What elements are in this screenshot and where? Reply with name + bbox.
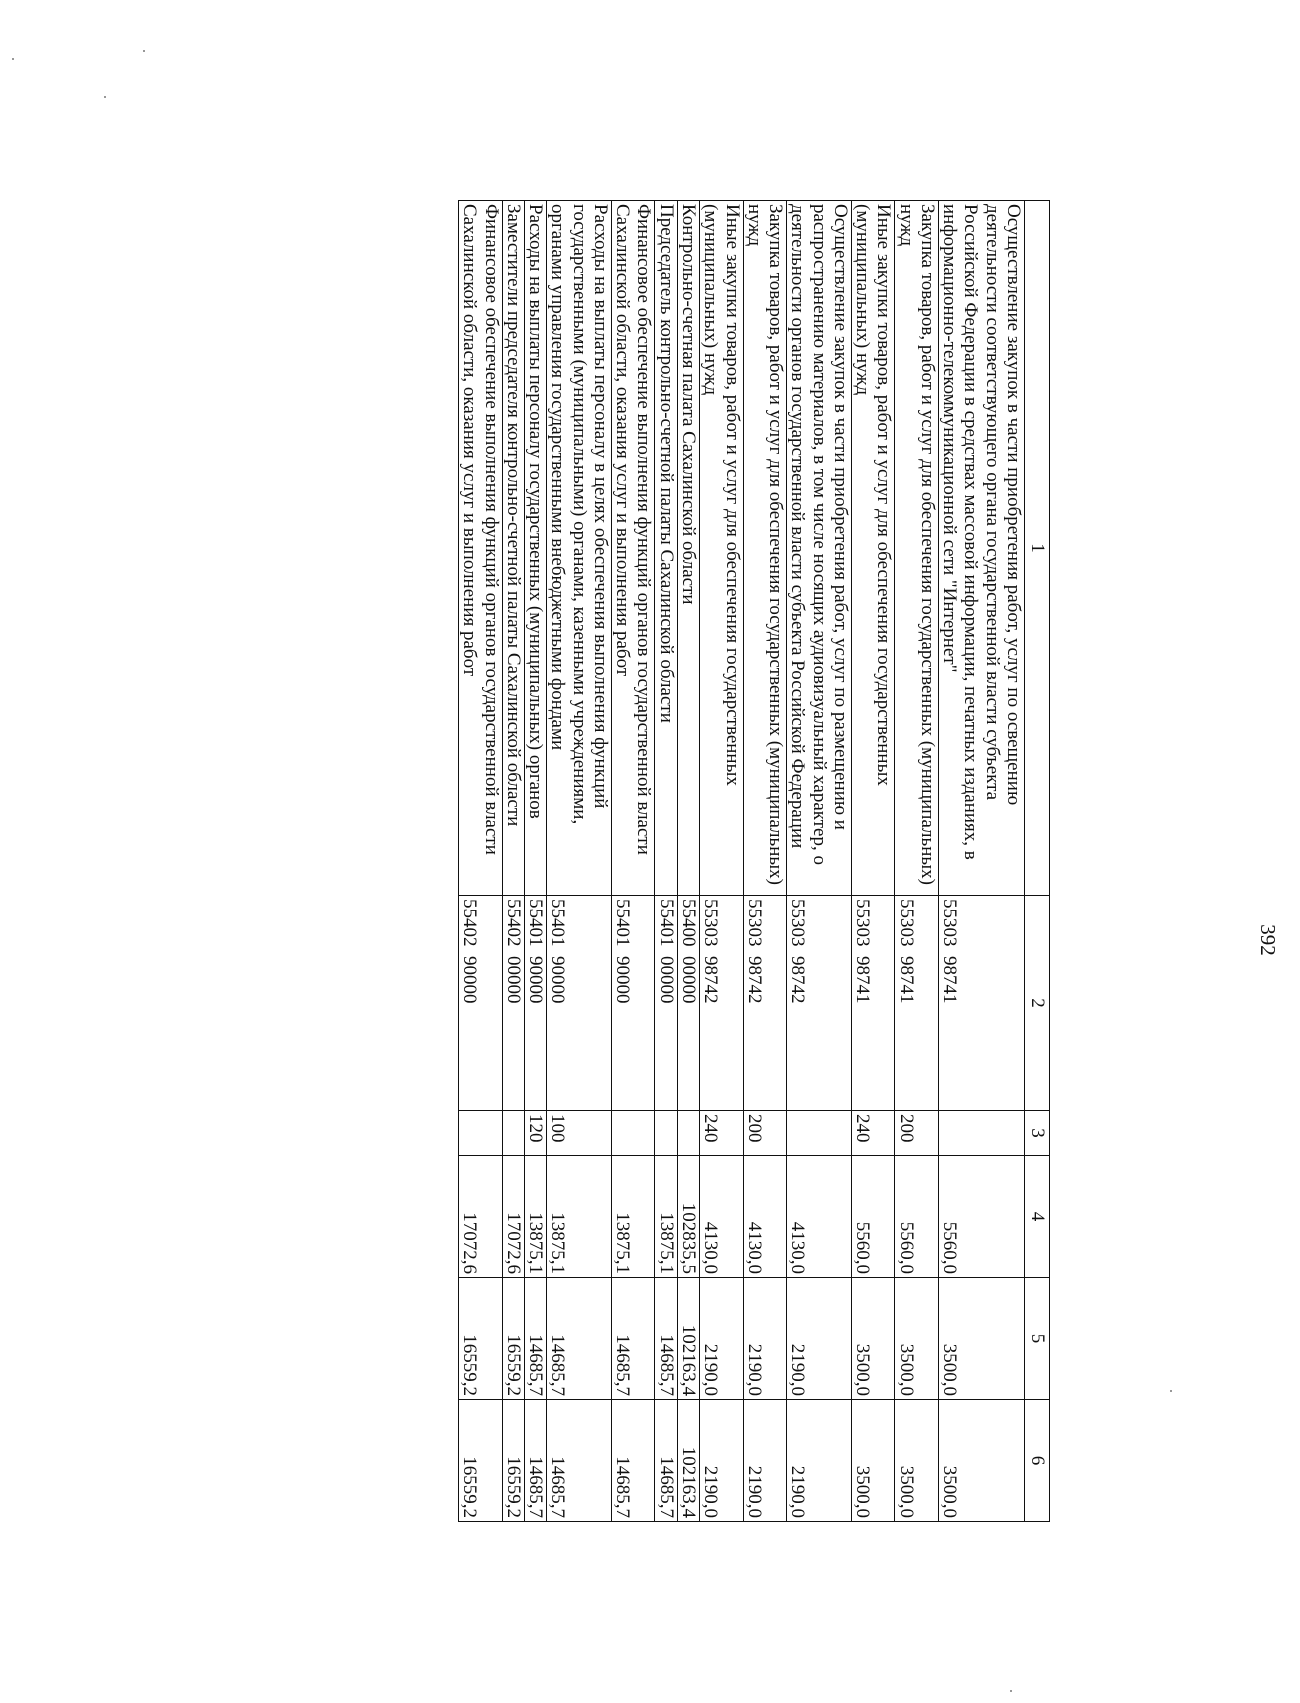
column-header-3: 3 (1025, 1111, 1050, 1156)
row-value-col6: 3500,0 (851, 1400, 895, 1522)
table-header-row (1025, 201, 1050, 1522)
row-value-col4: 5560,0 (851, 1156, 895, 1278)
row-value-col4: 102835,5 (677, 1156, 699, 1278)
row-value-col5: 14685,7 (655, 1278, 677, 1400)
table-row (938, 201, 1024, 1522)
row-name: Финансовое обеспечение выполнения функций органов государственной власти Сахалинской области, оказания услуг и выполнения работ (611, 201, 655, 896)
table-row (611, 201, 655, 1522)
row-value-col5: 14685,7 (547, 1278, 612, 1400)
row-value-col4: 13875,1 (655, 1156, 677, 1278)
scan-speck (1010, 1690, 1012, 1692)
row-value-col4: 4130,0 (743, 1156, 787, 1278)
row-expense-type (677, 1111, 699, 1156)
row-value-col6: 2190,0 (743, 1400, 787, 1522)
row-expense-type: 120 (524, 1111, 546, 1156)
row-value-col6: 3500,0 (895, 1400, 939, 1522)
row-code: 55303 98742 (787, 896, 852, 1111)
table-row (700, 201, 744, 1522)
row-code: 55303 98741 (938, 896, 1024, 1111)
row-value-col6: 102163,4 (677, 1400, 699, 1522)
row-code: 55303 98741 (895, 896, 939, 1111)
row-expense-type (502, 1111, 524, 1156)
row-value-col6: 14685,7 (547, 1400, 612, 1522)
column-header-6: 6 (1025, 1400, 1050, 1522)
row-value-col6: 16559,2 (502, 1400, 524, 1522)
row-value-col5: 3500,0 (895, 1278, 939, 1400)
row-name: Осуществление закупок в части приобретения работ, услуг по размещению и распространению материалов, в том числе носящих аудиовизуальный характер, о деятельности органов государственной власти субъекта Российской Федерации (787, 201, 852, 896)
row-code: 55401 90000 (524, 896, 546, 1111)
table-row (459, 201, 503, 1522)
table-row (547, 201, 612, 1522)
row-name: Заместители председателя контрольно-счетной палаты Сахалинской области (502, 201, 524, 896)
row-value-col4: 13875,1 (524, 1156, 546, 1278)
row-value-col4: 5560,0 (938, 1156, 1024, 1278)
row-name: Председатель контрольно-счетной палаты Сахалинской области (655, 201, 677, 896)
row-value-col6: 14685,7 (611, 1400, 655, 1522)
row-value-col5: 16559,2 (502, 1278, 524, 1400)
row-value-col4: 5560,0 (895, 1156, 939, 1278)
budget-table (458, 200, 1050, 1522)
scan-speck (104, 96, 106, 98)
row-expense-type (655, 1111, 677, 1156)
row-value-col4: 13875,1 (547, 1156, 612, 1278)
row-expense-type: 200 (895, 1111, 939, 1156)
table-row (655, 201, 677, 1522)
table-row (787, 201, 852, 1522)
row-name: Осуществление закупок в части приобретения работ, услуг по освещению деятельности соответствующего органа государственной власти субъекта Российской Федерации в средствах массовой информации, печатных изданиях, в информационно-телекоммуникационной сети "Интернет" (938, 201, 1024, 896)
row-value-col6: 14685,7 (524, 1400, 546, 1522)
row-value-col5: 3500,0 (851, 1278, 895, 1400)
row-expense-type: 100 (547, 1111, 612, 1156)
row-value-col4: 13875,1 (611, 1156, 655, 1278)
row-expense-type: 240 (851, 1111, 895, 1156)
table-row (524, 201, 546, 1522)
row-code: 55401 00000 (655, 896, 677, 1111)
table-row (895, 201, 939, 1522)
row-value-col5: 2190,0 (787, 1278, 852, 1400)
scan-speck (12, 58, 14, 60)
row-name: Финансовое обеспечение выполнения функций органов государственной власти Сахалинской области, оказания услуг и выполнения работ (459, 201, 503, 896)
column-header-5: 5 (1025, 1278, 1050, 1400)
column-header-4: 4 (1025, 1156, 1050, 1278)
row-value-col5: 102163,4 (677, 1278, 699, 1400)
row-code: 55402 00000 (502, 896, 524, 1111)
table-row (851, 201, 895, 1522)
rotated-page-content (60, 0, 1300, 1518)
table-row (502, 201, 524, 1522)
row-expense-type (459, 1111, 503, 1156)
row-expense-type (938, 1111, 1024, 1156)
row-name: Иные закупки товаров, работ и услуг для обеспечения государственных (муниципальных) нужд (700, 201, 744, 896)
row-value-col6: 16559,2 (459, 1400, 503, 1522)
row-value-col5: 2190,0 (743, 1278, 787, 1400)
row-value-col4: 17072,6 (502, 1156, 524, 1278)
row-value-col6: 2190,0 (787, 1400, 852, 1522)
row-expense-type: 200 (743, 1111, 787, 1156)
scan-speck (143, 50, 145, 52)
column-header-1: 1 (1025, 201, 1050, 896)
row-value-col5: 14685,7 (524, 1278, 546, 1400)
row-name: Иные закупки товаров, работ и услуг для обеспечения государственных (муниципальных) нужд (851, 201, 895, 896)
row-name: Закупка товаров, работ и услуг для обеспечения государственных (муниципальных) нужд (895, 201, 939, 896)
row-value-col5: 3500,0 (938, 1278, 1024, 1400)
row-code: 55401 90000 (611, 896, 655, 1111)
row-code: 55303 98742 (743, 896, 787, 1111)
page-number: 392 (1256, 924, 1280, 956)
row-code: 55402 90000 (459, 896, 503, 1111)
row-expense-type (787, 1111, 852, 1156)
row-expense-type (611, 1111, 655, 1156)
row-code: 55400 00000 (677, 896, 699, 1111)
row-value-col6: 3500,0 (938, 1400, 1024, 1522)
row-name: Расходы на выплаты персоналу в целях обеспечения выполнения функций государственными (муниципальными) органами, казенными учреждениями, органами управления государственными внебюджетными фондами (547, 201, 612, 896)
row-value-col4: 4130,0 (787, 1156, 852, 1278)
row-name: Закупка товаров, работ и услуг для обеспечения государственных (муниципальных) нужд (743, 201, 787, 896)
row-name: Расходы на выплаты персоналу государственных (муниципальных) органов (524, 201, 546, 896)
row-code: 55401 90000 (547, 896, 612, 1111)
row-value-col5: 16559,2 (459, 1278, 503, 1400)
row-value-col4: 4130,0 (700, 1156, 744, 1278)
row-value-col5: 2190,0 (700, 1278, 744, 1400)
column-header-2: 2 (1025, 896, 1050, 1111)
row-value-col4: 17072,6 (459, 1156, 503, 1278)
row-expense-type: 240 (700, 1111, 744, 1156)
table-row (677, 201, 699, 1522)
row-code: 55303 98741 (851, 896, 895, 1111)
row-value-col5: 14685,7 (611, 1278, 655, 1400)
row-value-col6: 14685,7 (655, 1400, 677, 1522)
row-value-col6: 2190,0 (700, 1400, 744, 1522)
table-row (743, 201, 787, 1522)
scan-speck (1170, 1390, 1172, 1392)
row-name: Контрольно-счетная палата Сахалинской области (677, 201, 699, 896)
row-code: 55303 98742 (700, 896, 744, 1111)
